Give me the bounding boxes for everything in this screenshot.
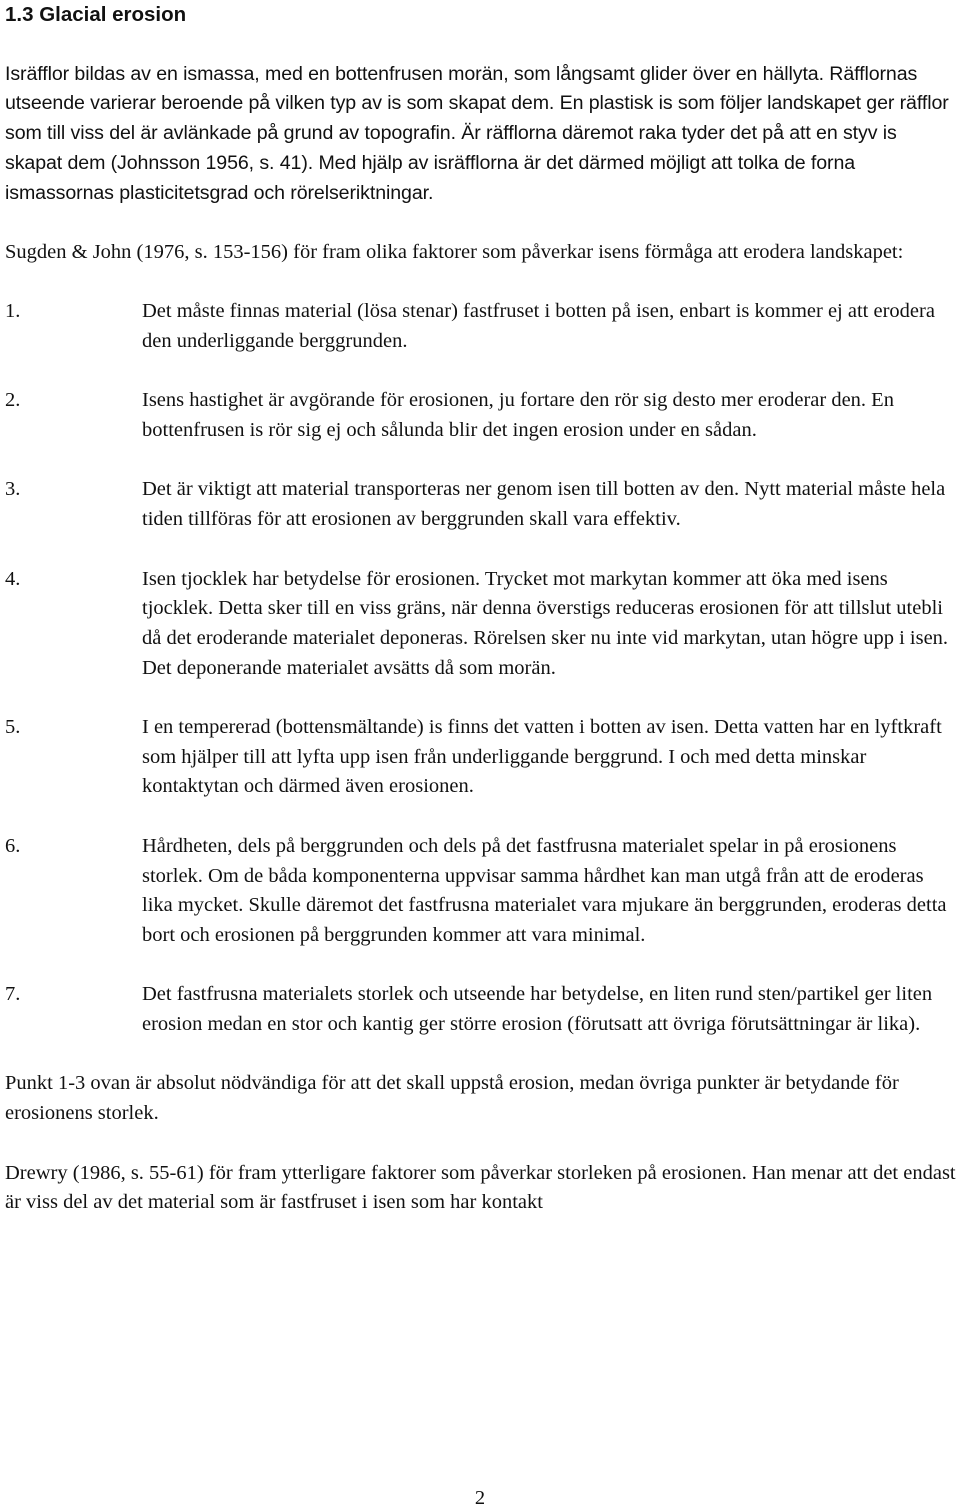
list-item-text: Det fastfrusna materialets storlek och utseende har betydelse, en liten rund sten/partikel ger liten erosion medan en stor och kantig ger större erosion (förutsatt att övriga förutsättningar är lika). — [142, 983, 933, 1036]
list-item-text: Isen tjocklek har betydelse för erosionen. Trycket mot markytan kommer att öka med isens tjocklek. Detta sker till en viss gräns, när denna överstigs reduceras erosionen för att tillslut utebli då det eroderande materialet deponeras. Rörelsen sker nu inte vid markytan, utan högre upp i isen. Det deponerande materialet avsätts då som morän. — [142, 567, 949, 679]
section-heading: 1.3 Glacial erosion — [5, 3, 187, 26]
list-item — [5, 386, 957, 445]
list-item — [5, 713, 957, 802]
list-item — [5, 475, 957, 534]
list-item-number: 1. — [5, 300, 21, 323]
list-item-text: I en tempererad (bottensmältande) is finns det vatten i botten av isen. Detta vatten har en lyftkraft som hjälper till att lyfta upp isen från underliggande berggrund. I och med detta minskar kontaktytan och därmed även erosionen. — [142, 716, 942, 798]
list-item — [5, 565, 957, 684]
list-item-number: 6. — [5, 834, 21, 857]
list-item — [5, 832, 957, 951]
list-item-text: Det måste finnas material (lösa stenar) fastfruset i botten på isen, enbart is kommer ej att erodera den underliggande berggrunden. — [142, 300, 935, 352]
paragraph-necessary-points: Punkt 1-3 ovan är absolut nödvändiga för att det skall uppstå erosion, medan övriga punkter är betydande för erosionens storlek. — [5, 1072, 899, 1125]
paragraph-drewry: Drewry (1986, s. 55-61) för fram ytterligare faktorer som påverkar storleken på erosionen. Han menar att det endast är viss del av det material som är fastfruset i isen som har kontakt — [5, 1161, 956, 1214]
list-item-number: 4. — [5, 567, 21, 590]
list-item-number: 3. — [5, 478, 21, 501]
list-item-number: 7. — [5, 983, 21, 1006]
factor-list — [5, 297, 957, 1039]
list-item-number: 5. — [5, 716, 21, 739]
document-page — [5, 0, 957, 1248]
paragraph-factors-intro: Sugden & John (1976, s. 153-156) för fram olika faktorer som påverkar isens förmåga att erodera landskapet: — [5, 240, 904, 263]
page-number: 2 — [474, 1487, 486, 1509]
paragraph-striations: Isräfflor bildas av en ismassa, med en bottenfrusen morän, som långsamt glider över en hällyta. Räfflornas utseende varierar beroende på vilken typ av is som skapat dem. En plastisk is som följer landskapet ger räfflor som till viss del är avlänkade på grund av topografin. Är räfflorna däremot raka tyder det på att en styv is skapat dem (Johnsson 1956, s. 41). Med hjälp av isräfflorna är det därmed möjligt att tolka de forna ismassornas plasticitetsgrad och rörelseriktningar. — [5, 62, 949, 204]
list-item-number: 2. — [5, 389, 21, 412]
list-item — [5, 980, 957, 1039]
list-item-text: Isens hastighet är avgörande för erosionen, ju fortare den rör sig desto mer eroderar den. En bottenfrusen is rör sig ej och sålunda blir det ingen erosion under en sådan. — [142, 389, 894, 442]
list-item-text: Det är viktigt att material transporteras ner genom isen till botten av den. Nytt material måste hela tiden tillföras för att erosionen av berggrunden skall vara effektiv. — [142, 478, 946, 531]
list-item — [5, 297, 957, 356]
list-item-text: Hårdheten, dels på berggrunden och dels på det fastfrusna materialet spelar in på erosionens storlek. Om de båda komponenterna uppvisar samma hårdhet kan man utgå från att de eroderas lika mycket. Skulle däremot det fastfrusna materialet vara mjukare än berggrunden, eroderas detta bort och erosionen på berggrunden kommer att vara minimal. — [142, 834, 947, 946]
